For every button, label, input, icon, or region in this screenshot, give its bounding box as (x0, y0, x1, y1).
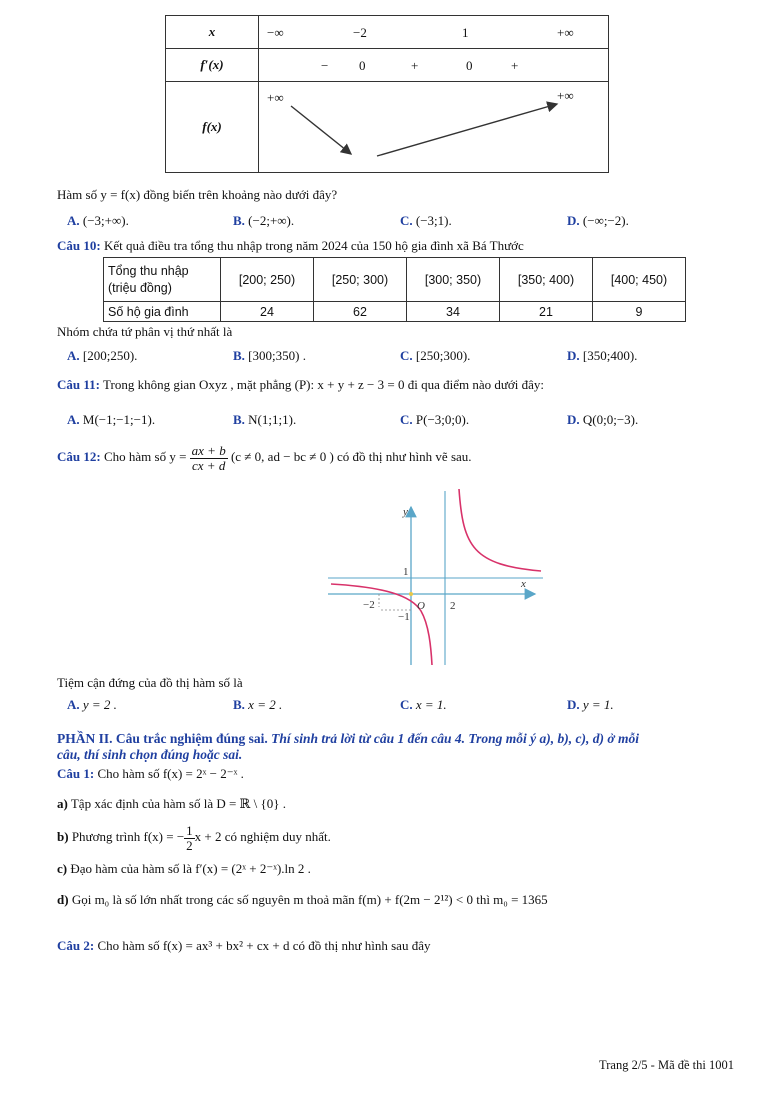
vt-x-3: +∞ (557, 25, 574, 40)
graph-origin: O (417, 600, 425, 612)
vt-x-row (259, 16, 609, 49)
q10-question: Nhóm chứa tứ phân vị thứ nhất là (57, 324, 233, 339)
interval-3: [350; 400) (500, 258, 593, 302)
q11-stem: Câu 11: Trong không gian Oxyz , mặt phẳng (P): x + y + z − 3 = 0 đi qua điểm nào dưới đây: (57, 377, 545, 392)
interval-4: [400; 450) (593, 258, 686, 302)
vt-x-2: 1 (462, 25, 469, 40)
graph-tick-1: 1 (403, 566, 409, 578)
vt-x-label: x (166, 16, 259, 49)
p2q1-d[interactable]: d) Gọi m₀ là số lớn nhất trong các số nguyên m thoả mãn f(m) + f(2m − 2¹²) < 0 thì m₀ = 1365 (57, 892, 548, 907)
q12-fraction: $\frac{ax + b}{cx + d}$ (191, 442, 226, 473)
income-header-label: Tổng thu nhập (triệu đồng) (104, 258, 221, 302)
p2q1-stem: Câu 1: Cho hàm số f(x) = 2ˣ − 2⁻ˣ . (57, 766, 244, 781)
page-footer: Trang 2/5 - Mã đề thi 1001 (599, 1058, 734, 1072)
q12-graph (323, 487, 545, 667)
q10-stem: Câu 10: Kết quả điều tra tổng thu nhập trong năm 2024 của 150 hộ gia đình xã Bá Thước (57, 238, 524, 253)
q11-option-a[interactable]: A. M(−1;−1;−1). (67, 412, 156, 427)
p2q2-stem: Câu 2: Cho hàm số f(x) = ax³ + bx² + cx + d có đồ thị như hình sau đây (57, 938, 431, 953)
graph-tick-2: 2 (450, 600, 456, 612)
vt-fprime-row (259, 49, 609, 82)
vt-fprime-label: f′(x) (166, 49, 259, 82)
q12-option-d[interactable]: D. y = 1. (567, 697, 614, 712)
interval-1: [250; 300) (314, 258, 407, 302)
q9-option-b[interactable]: B. (−2;+∞). (233, 213, 295, 228)
graph-curve-right (459, 489, 541, 571)
part2-instruction-2: câu, thí sinh chọn đúng hoặc sai. (57, 747, 243, 762)
p2q1-c[interactable]: c) Đạo hàm của hàm số là f′(x) = (2ˣ + 2⁻ˣ).ln 2 . (57, 861, 311, 876)
vt-sign-0: − (321, 58, 329, 73)
q10-option-d[interactable]: D. [350;400). (567, 348, 638, 363)
p2q1-b[interactable]: b) Phương trình f(x) = − $\frac{1}{2}$ x + 2 có nghiệm duy nhất. (57, 822, 331, 853)
count-label: Số hộ gia đình (104, 302, 221, 322)
graph-x-label: x (521, 578, 526, 590)
count-1: 62 (314, 302, 407, 322)
q10-option-c[interactable]: C. [250;300). (400, 348, 471, 363)
q12-option-b[interactable]: B. x = 2 . (233, 697, 283, 712)
vt-arrows (259, 82, 613, 173)
part2-heading: PHẦN II. Câu trắc nghiệm đúng sai. Thí sinh trả lời từ câu 1 đến câu 4. Trong mỗi ý a), b), c), d) ở mỗi (57, 731, 639, 746)
vt-sign-2: + (411, 58, 419, 73)
q9-option-d[interactable]: D. (−∞;−2). (567, 213, 629, 228)
interval-0: [200; 250) (221, 258, 314, 302)
q12-option-a[interactable]: A. y = 2 . (67, 697, 117, 712)
count-0: 24 (221, 302, 314, 322)
count-4: 9 (593, 302, 686, 322)
q10-option-a[interactable]: A. [200;250). (67, 348, 138, 363)
interval-2: [300; 350) (407, 258, 500, 302)
vt-sign-1: 0 (359, 58, 366, 73)
q10-option-b[interactable]: B. [300;350) . (233, 348, 306, 363)
vt-f-label: f(x) (166, 82, 259, 173)
count-3: 21 (500, 302, 593, 322)
variation-table (165, 15, 609, 173)
q11-option-b[interactable]: B. N(1;1;1). (233, 412, 297, 427)
vt-f-1: +∞ (557, 88, 574, 103)
vt-f-row (259, 82, 609, 173)
q12-option-c[interactable]: C. x = 1. (400, 697, 447, 712)
q9-option-c[interactable]: C. (−3;1). (400, 213, 452, 228)
q12-stem: Câu 12: Cho hàm số y = $\frac{ax + b}{cx + d}$ (c ≠ 0, ad − bc ≠ 0 ) có đồ thị như hình vẽ sau. (57, 442, 472, 473)
q11-option-c[interactable]: C. P(−3;0;0). (400, 412, 470, 427)
q9-stem: Hàm số y = f(x) đồng biến trên khoảng nào dưới đây? (57, 187, 338, 202)
p2q1-a[interactable]: a) Tập xác định của hàm số là D = ℝ \ {0} . (57, 796, 286, 811)
income-table (103, 257, 686, 322)
q11-option-d[interactable]: D. Q(0;0;−3). (567, 412, 639, 427)
count-2: 34 (407, 302, 500, 322)
graph-tick-m1: −1 (398, 611, 410, 623)
vt-sign-4: + (511, 58, 519, 73)
vt-f-0: +∞ (267, 90, 284, 105)
graph-tick-m2: −2 (363, 599, 375, 611)
q12-question: Tiệm cận đứng của đồ thị hàm số là (57, 675, 243, 690)
q9-option-a[interactable]: A. (−3;+∞). (67, 213, 129, 228)
graph-y-label: y (403, 506, 408, 518)
vt-x-0: −∞ (267, 25, 284, 40)
graph-curve-left (331, 584, 432, 665)
vt-sign-3: 0 (466, 58, 473, 73)
vt-x-1: −2 (353, 25, 367, 40)
